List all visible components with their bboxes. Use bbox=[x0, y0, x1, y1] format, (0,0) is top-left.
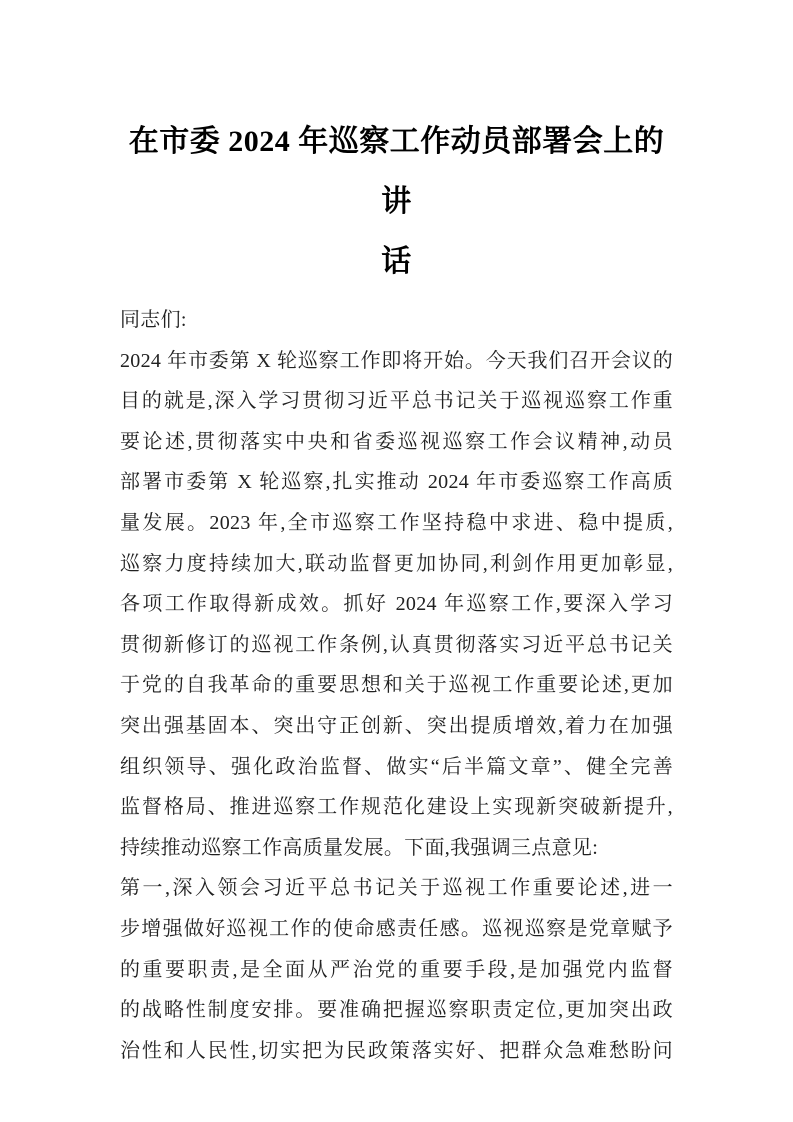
document-body bbox=[120, 300, 673, 1071]
body-text-line: 监督格局、推进巡察工作规范化建设上实现新突破新提升, bbox=[120, 796, 673, 819]
body-text-line: 贯彻新修订的巡视工作条例,认真贯彻落实习近平总书记关 bbox=[120, 633, 673, 656]
body-text-line: 目的就是,深入学习贯彻习近平总书记关于巡视巡察工作重 bbox=[120, 390, 673, 413]
body-text-line: 要论述,贯彻落实中央和省委巡视巡察工作会议精神,动员 bbox=[120, 430, 673, 453]
body-text-line: 步增强做好巡视工作的使命感责任感。巡视巡察是党章赋予 bbox=[120, 917, 673, 940]
body-text-line: 量发展。2023 年,全市巡察工作坚持稳中求进、稳中提质, bbox=[120, 511, 673, 534]
body-text-line: 巡察力度持续加大,联动监督更加协同,利剑作用更加彰显, bbox=[120, 552, 673, 575]
body-text-line: 各项工作取得新成效。抓好 2024 年巡察工作,要深入学习 bbox=[120, 593, 673, 616]
document-title-line-1: 在市委 2024 年巡察工作动员部署会上的讲 bbox=[128, 125, 665, 218]
body-text-line: 第一,深入领会习近平总书记关于巡视工作重要论述,进一 bbox=[120, 877, 673, 900]
document-content bbox=[120, 0, 673, 1071]
body-text-line: 于党的自我革命的重要思想和关于巡视工作重要论述,更加 bbox=[120, 674, 673, 697]
body-text-line: 部署市委第 X 轮巡察,扎实推动 2024 年市委巡察工作高质 bbox=[120, 471, 673, 494]
body-text-line: 的重要职责,是全面从严治党的重要手段,是加强党内监督 bbox=[120, 958, 673, 981]
body-text-line: 持续推动巡察工作高质量发展。下面,我强调三点意见: bbox=[120, 836, 599, 859]
body-text-line: 治性和人民性,切实把为民政策落实好、把群众急难愁盼问 bbox=[120, 1039, 673, 1062]
body-text-line: 突出强基固本、突出守正创新、突出提质增效,着力在加强 bbox=[120, 714, 673, 737]
body-text-line: 同志们: bbox=[120, 309, 187, 331]
body-text-line: 组织领导、强化政治监督、做实“后半篇文章”、健全完善 bbox=[120, 755, 673, 778]
body-text-line: 2024 年市委第 X 轮巡察工作即将开始。今天我们召开会议的 bbox=[120, 349, 673, 372]
document-title bbox=[120, 112, 673, 292]
body-text-line: 的战略性制度安排。要准确把握巡察职责定位,更加突出政 bbox=[120, 999, 673, 1022]
document-title-line-2: 话 bbox=[381, 245, 412, 278]
